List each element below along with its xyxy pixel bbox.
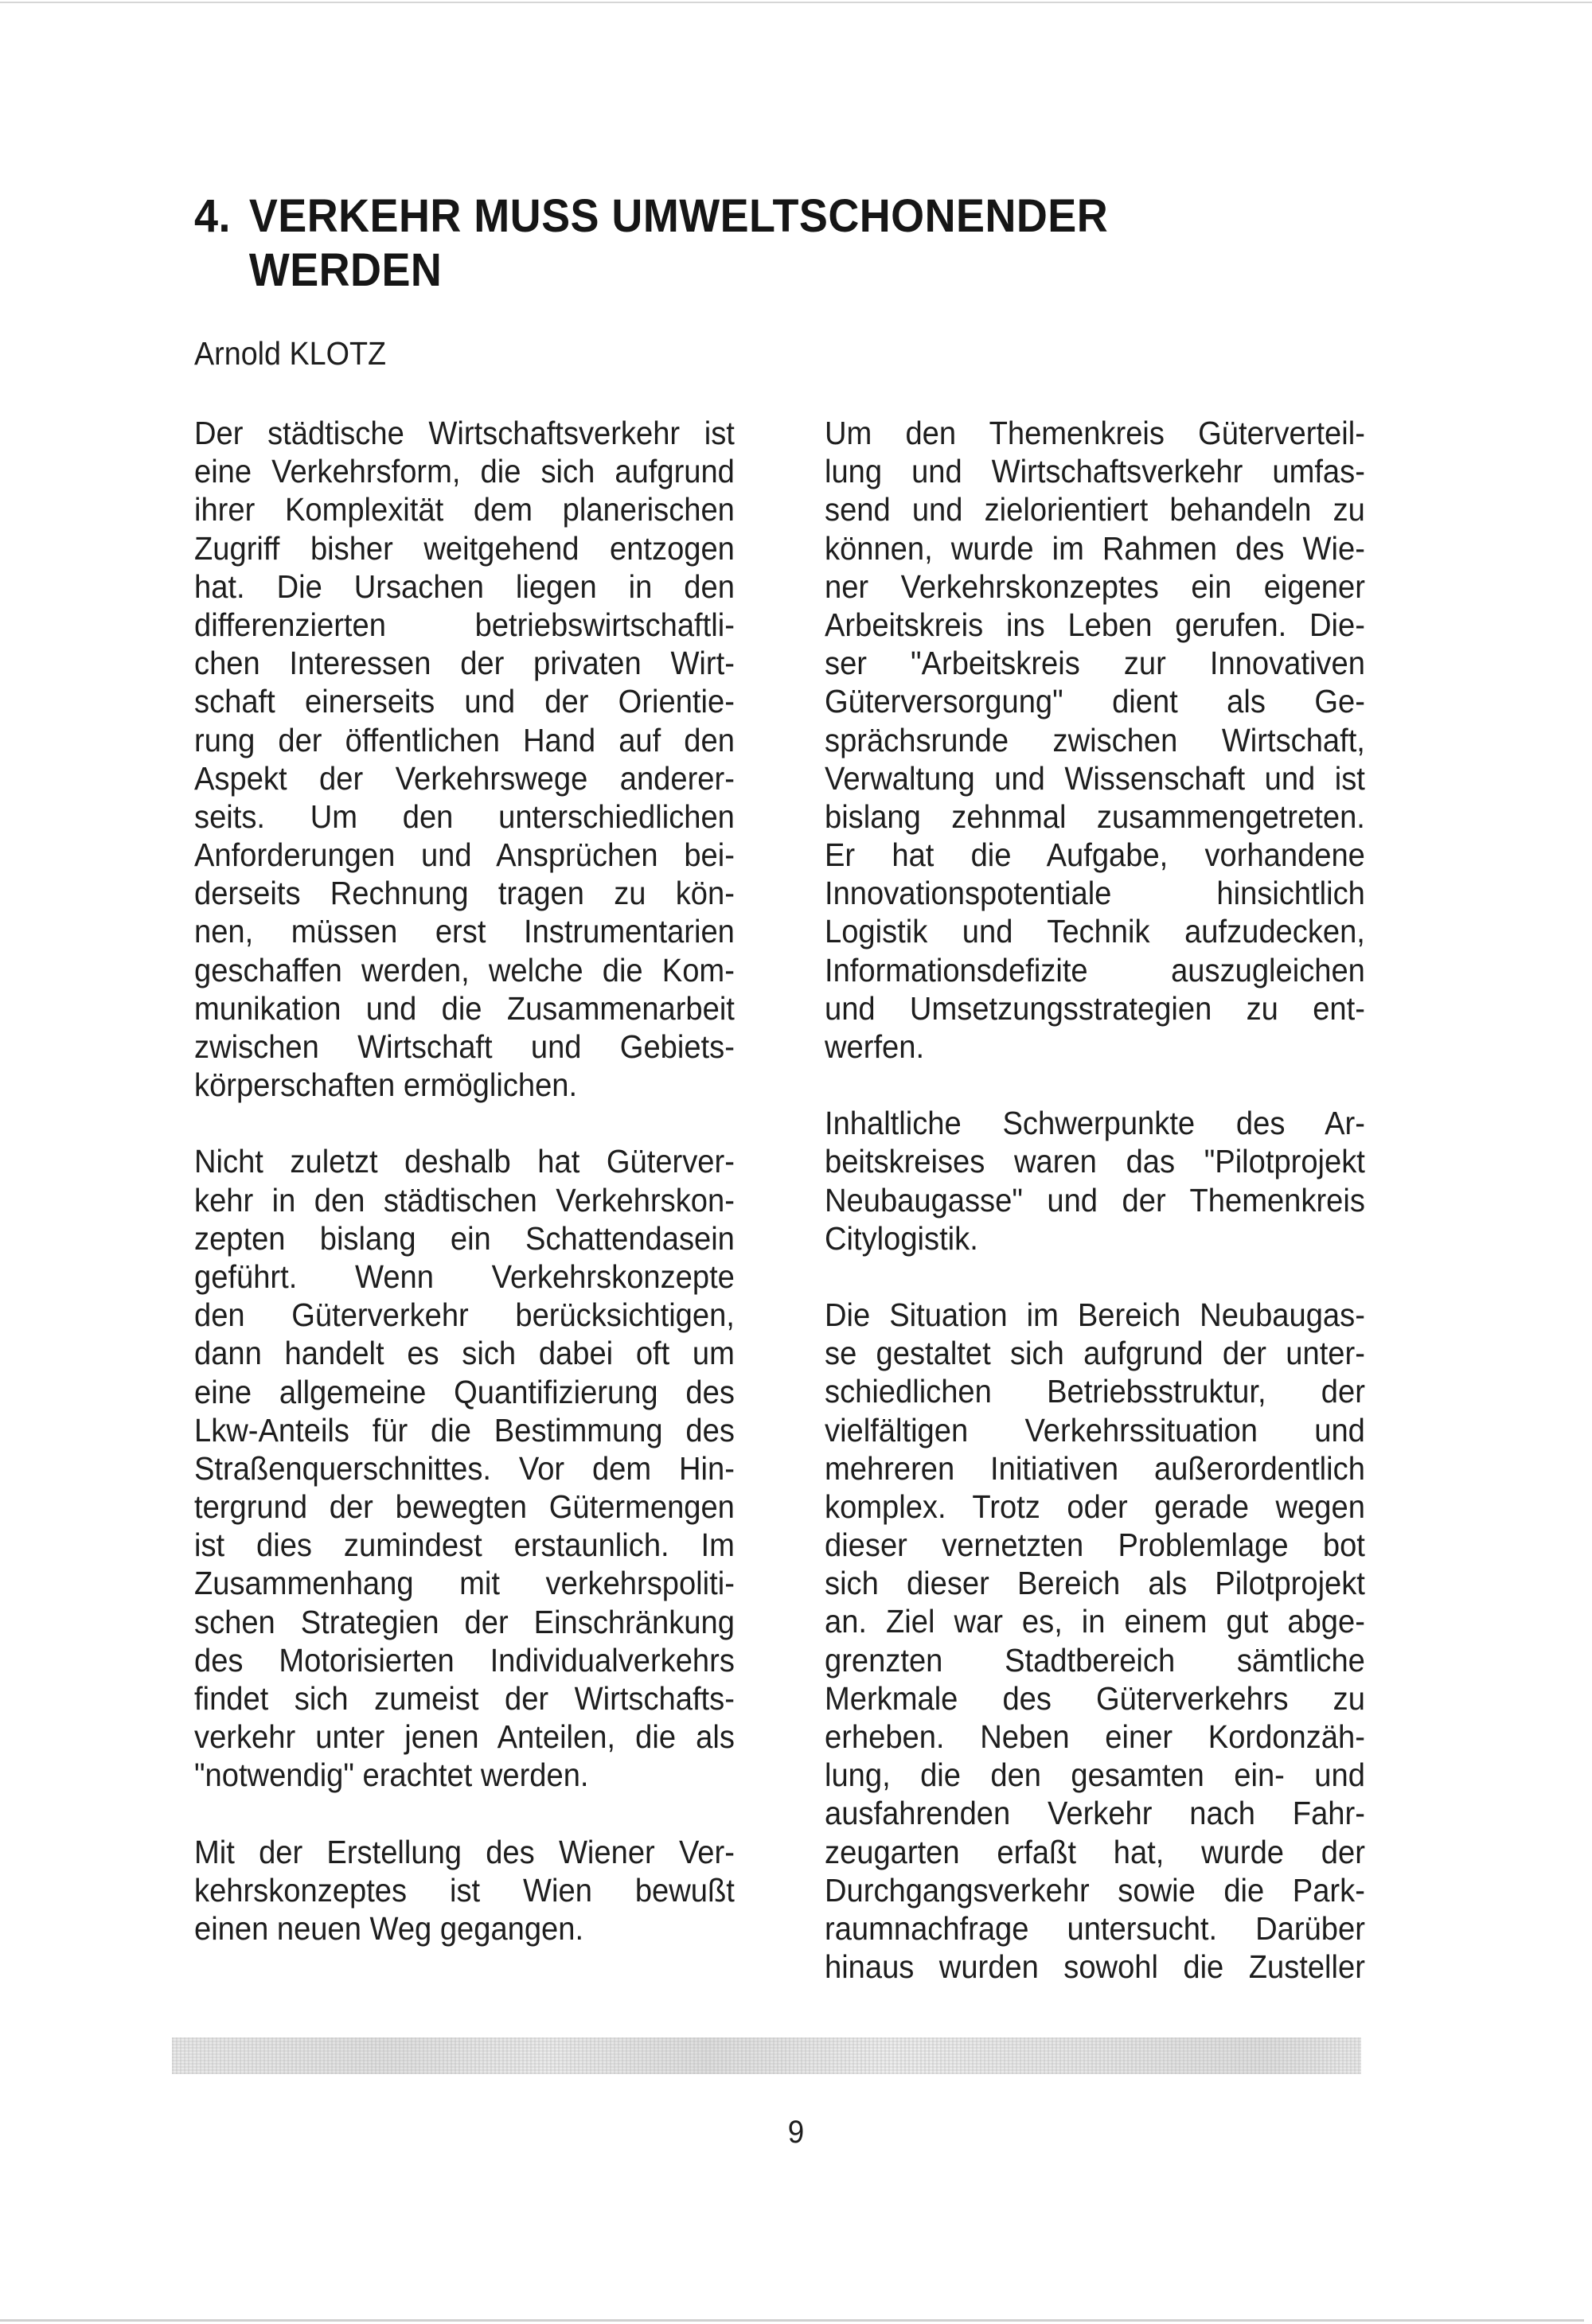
chapter-number: 4. xyxy=(194,190,231,242)
text-line: einen neuen Weg gegangen. xyxy=(194,1909,584,1947)
paragraph xyxy=(825,414,1365,1066)
text-line: können, wurde im Rahmen des Wie- xyxy=(825,529,1365,567)
text-line: komplex. Trotz oder gerade wegen xyxy=(825,1488,1365,1525)
text-line: tergrund der bewegten Gütermengen xyxy=(194,1488,735,1526)
text-line: Neubaugasse" und der Themenkreis xyxy=(825,1181,1365,1219)
text-line: differenzierten betriebswirtschaftli- xyxy=(194,606,735,643)
text-line: nen, müssen erst Instrumentarien xyxy=(194,913,735,950)
text-line: Zusammenhang mit verkehrspoliti- xyxy=(194,1565,735,1602)
text-line: Durchgangsverkehr sowie die Park- xyxy=(825,1871,1365,1909)
right-text-column xyxy=(825,414,1365,2024)
text-line: Straßenquerschnittes. Vor dem Hin- xyxy=(194,1449,735,1487)
text-line: verkehr unter jenen Anteilen, die als xyxy=(194,1718,735,1756)
text-line: chen Interessen der privaten Wirt- xyxy=(194,645,735,682)
chapter-title xyxy=(194,189,1305,298)
text-line: send und zielorientiert behandeln zu xyxy=(825,491,1365,528)
author-name: Arnold KLOTZ xyxy=(194,335,387,372)
paragraph xyxy=(194,414,735,1104)
text-line: Anforderungen und Ansprüchen bei- xyxy=(194,836,735,874)
text-line: Güterversorgung" dient als Ge- xyxy=(825,683,1365,720)
text-line: zepten bislang ein Schattendasein xyxy=(194,1219,735,1257)
text-line: Logistik und Technik aufzudecken, xyxy=(825,913,1365,950)
text-line: zwischen Wirtschaft und Gebiets- xyxy=(194,1028,735,1065)
text-line: Der städtische Wirtschaftsverkehr ist xyxy=(194,415,735,451)
text-line: derseits Rechnung tragen zu kön- xyxy=(194,875,735,912)
text-line: sich dieser Bereich als Pilotprojekt xyxy=(825,1565,1365,1602)
text-line: geführt. Wenn Verkehrskonzepte xyxy=(194,1258,735,1295)
decorative-halftone-strip xyxy=(172,2037,1361,2074)
text-line: zeugarten erfaßt hat, wurde der xyxy=(825,1833,1365,1870)
text-line: ner Verkehrskonzeptes ein eigener xyxy=(825,567,1365,605)
text-line: Informationsdefizite auszugleichen xyxy=(825,951,1365,988)
text-line: se gestaltet sich aufgrund der unter- xyxy=(825,1335,1365,1372)
text-line: mehreren Initiativen außerordentlich xyxy=(825,1449,1365,1487)
text-line: dieser vernetzten Problemlage bot xyxy=(825,1527,1365,1564)
text-line: des Motorisierten Individualverkehrs xyxy=(194,1641,735,1679)
page-top-edge xyxy=(0,2,1592,3)
text-line: seits. Um den unterschiedlichen xyxy=(194,797,735,835)
text-line: Zugriff bisher weitgehend entzogen xyxy=(194,529,735,567)
page-number: 9 xyxy=(787,2115,805,2150)
text-line: vielfältigen Verkehrssituation und xyxy=(825,1411,1365,1449)
paragraph xyxy=(825,1296,1365,1986)
text-line: schiedlichen Betriebsstruktur, der xyxy=(825,1373,1365,1410)
text-line: Mit der Erstellung des Wiener Ver- xyxy=(194,1833,735,1870)
text-line: an. Ziel war es, in einem gut abge- xyxy=(825,1603,1365,1640)
text-line: findet sich zumeist der Wirtschafts- xyxy=(194,1680,735,1717)
text-line: ihrer Komplexität dem planerischen xyxy=(194,491,735,528)
text-line: körperschaften ermöglichen. xyxy=(194,1066,578,1104)
text-line: eine Verkehrsform, die sich aufgrund xyxy=(194,453,735,490)
paragraph xyxy=(194,1142,735,1794)
text-line: Nicht zuletzt deshalb hat Güterver- xyxy=(194,1143,735,1180)
text-line: Er hat die Aufgabe, vorhandene xyxy=(825,836,1365,874)
text-line: lung und Wirtschaftsverkehr umfas- xyxy=(825,453,1365,490)
text-line: Citylogistik. xyxy=(825,1219,978,1257)
text-line: sprächsrunde zwischen Wirtschaft, xyxy=(825,721,1365,758)
text-line: ausfahrenden Verkehr nach Fahr- xyxy=(825,1795,1365,1832)
text-line: Lkw-Anteils für die Bestimmung des xyxy=(194,1411,735,1449)
text-line: hinaus wurden sowohl die Zusteller xyxy=(825,1948,1365,1986)
text-line: Um den Themenkreis Güterverteil- xyxy=(825,415,1365,451)
text-line: Verwaltung und Wissenschaft und ist xyxy=(825,759,1365,797)
text-line: Innovationspotentiale hinsichtlich xyxy=(825,875,1365,912)
left-text-column xyxy=(194,414,735,1986)
text-line: ist dies zumindest erstaunlich. Im xyxy=(194,1527,735,1564)
text-line: Aspekt der Verkehrswege anderer- xyxy=(194,759,735,797)
text-line: grenzten Stadtbereich sämtliche xyxy=(825,1641,1365,1679)
page-bottom-edge xyxy=(0,2319,1584,2322)
text-line: werfen. xyxy=(825,1028,925,1065)
text-line: beitskreises waren das "Pilotprojekt xyxy=(825,1143,1365,1180)
paragraph xyxy=(825,1104,1365,1258)
chapter-title-line-1: VERKEHR MUSS UMWELTSCHONENDER xyxy=(248,190,1109,242)
text-line: Inhaltliche Schwerpunkte des Ar- xyxy=(825,1105,1365,1142)
chapter-title-line-2: WERDEN xyxy=(248,244,443,296)
text-line: dann handelt es sich dabei oft um xyxy=(194,1335,735,1372)
text-line: erheben. Neben einer Kordonzäh- xyxy=(825,1718,1365,1755)
text-line: munikation und die Zusammenarbeit xyxy=(194,989,735,1027)
text-line: schen Strategien der Einschränkung xyxy=(194,1603,735,1640)
text-line: raumnachfrage untersucht. Darüber xyxy=(825,1909,1365,1947)
text-line: ser "Arbeitskreis zur Innovativen xyxy=(825,645,1365,682)
text-line: den Güterverkehr berücksichtigen, xyxy=(194,1297,735,1334)
text-line: schaft einerseits und der Orientie- xyxy=(194,683,735,720)
text-line: "notwendig" erachtet werden. xyxy=(194,1757,589,1794)
text-line: kehr in den städtischen Verkehrskon- xyxy=(194,1181,735,1219)
text-line: Arbeitskreis ins Leben gerufen. Die- xyxy=(825,606,1365,643)
text-line: kehrskonzeptes ist Wien bewußt xyxy=(194,1871,735,1909)
paragraph xyxy=(194,1833,735,1948)
text-line: lung, die den gesamten ein- und xyxy=(825,1757,1365,1794)
text-line: bislang zehnmal zusammengetreten. xyxy=(825,797,1365,835)
text-line: hat. Die Ursachen liegen in den xyxy=(194,567,735,605)
text-line: Die Situation im Bereich Neubaugas- xyxy=(825,1296,1365,1333)
text-line: und Umsetzungsstrategien zu ent- xyxy=(825,989,1365,1027)
text-line: rung der öffentlichen Hand auf den xyxy=(194,721,735,758)
text-line: eine allgemeine Quantifizierung des xyxy=(194,1373,735,1410)
text-line: Merkmale des Güterverkehrs zu xyxy=(825,1679,1365,1717)
text-line: geschaffen werden, welche die Kom- xyxy=(194,951,735,988)
